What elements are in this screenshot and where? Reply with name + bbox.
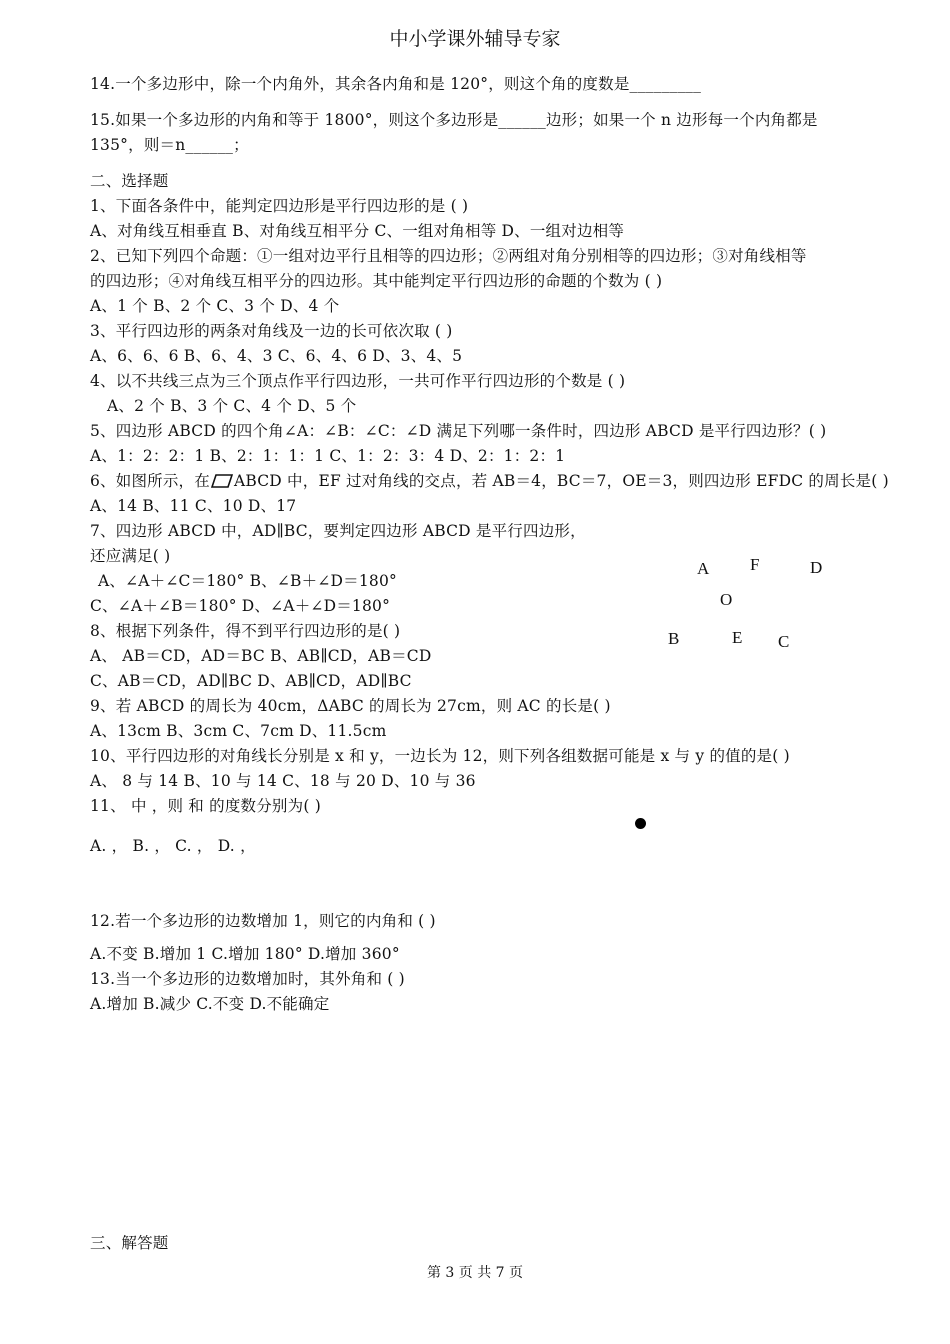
- choice-q2-options: A、1 个 B、2 个 C、3 个 D、4 个: [90, 297, 340, 315]
- choice-q5-options: A、1：2：2：1 B、2：1：1：1 C、1：2：3：4 D、2：1：2：1: [90, 447, 566, 465]
- question-15-line1: 15.如果一个多边形的内角和等于 1800°，则这个多边形是______边形；如果一个 n 边形每一个内角都是: [90, 111, 818, 129]
- choice-q11: 11、 中 ，则 和 的度数分别为( ): [90, 797, 321, 815]
- section-2-title: 二、选择题: [90, 172, 169, 190]
- choice-q2-line2: 的四边形；④对角线互相平分的四边形。其中能判定平行四边形的命题的个数为 ( ): [90, 272, 663, 290]
- choice-q6: [90, 471, 889, 493]
- figure-label-d: D: [810, 558, 823, 577]
- choice-q1: 1、下面各条件中，能判定四边形是平行四边形的是 ( ): [90, 197, 469, 215]
- choice-q7-options-cd: C、∠A＋∠B＝180° D、∠A＋∠D＝180°: [90, 597, 391, 615]
- choice-q5: 5、四边形 ABCD 的四个角∠A：∠B：∠C：∠D 满足下列哪一条件时，四边形 ABCD 是平行四边形？( ): [90, 422, 827, 440]
- choice-q9-options: A、13cm B、3cm C、7cm D、11.5cm: [90, 722, 387, 740]
- choice-q7-options-ab: A、∠A＋∠C＝180° B、∠B＋∠D＝180°: [98, 572, 398, 590]
- choice-q4-options: A、2 个 B、3 个 C、4 个 D、5 个: [107, 397, 357, 415]
- choice-q12: 12.若一个多边形的边数增加 1，则它的内角和 ( ): [90, 912, 436, 930]
- figure-label-e: E: [732, 628, 743, 647]
- choice-q1-options: A、对角线互相垂直 B、对角线互相平分 C、一组对角相等 D、一组对边相等: [90, 222, 625, 240]
- parallelogram-icon: [211, 473, 233, 493]
- figure-label-c: C: [778, 632, 790, 651]
- choice-q10: 10、平行四边形的对角线长分别是 x 和 y，一边长为 12，则下列各组数据可能是 x 与 y 的值的是( ): [90, 747, 790, 765]
- choice-q9: 9、若 ABCD 的周长为 40cm，ΔABC 的周长为 27cm，则 AC 的长是( ): [90, 697, 611, 715]
- choice-q12-options: A.不变 B.增加 1 C.增加 180° D.增加 360°: [90, 945, 400, 963]
- choice-q3-options: A、6、6、6 B、6、4、3 C、6、4、6 D、3、4、5: [90, 347, 463, 365]
- choice-q13: 13.当一个多边形的边数增加时，其外角和 ( ): [90, 970, 405, 988]
- choice-q13-options: A.增加 B.减少 C.不变 D.不能确定: [90, 995, 330, 1013]
- choice-q4: 4、以不共线三点为三个顶点作平行四边形，一共可作平行四边形的个数是 ( ): [90, 372, 626, 390]
- choice-q7-line1: 7、四边形 ABCD 中，AD∥BC，要判定四边形 ABCD 是平行四边形，: [90, 522, 586, 540]
- choice-q7-line2: 还应满足( ): [90, 547, 171, 565]
- figure-label-a: A: [697, 559, 710, 578]
- choice-q8-options-cd: C、AB＝CD，AD∥BC D、AB∥CD，AD∥BC: [90, 672, 412, 690]
- section-3-title: 三、解答题: [90, 1234, 169, 1252]
- choice-q10-options: A、 8 与 14 B、10 与 14 C、18 与 20 D、10 与 36: [90, 772, 476, 790]
- figure-label-o: O: [720, 590, 733, 609]
- choice-q2-line1: 2、已知下列四个命题：①一组对边平行且相等的四边形；②两组对角分别相等的四边形；③对角线相等: [90, 247, 807, 265]
- choice-q3: 3、平行四边形的两条对角线及一边的长可依次取 ( ): [90, 322, 453, 340]
- bullet-dot: [635, 818, 646, 829]
- question-14: 14.一个多边形中，除一个内角外，其余各内角和是 120°，则这个角的度数是_________: [90, 75, 702, 93]
- figure-label-f: F: [750, 555, 760, 574]
- page-footer: 第 3 页 共 7 页: [426, 1265, 524, 1281]
- choice-q6-prefix: 6、如图所示，在: [90, 472, 210, 490]
- choice-q8: 8、根据下列条件，得不到平行四边形的是( ): [90, 622, 401, 640]
- choice-q8-options-ab: A、 AB＝CD，AD＝BC B、AB∥CD，AB＝CD: [90, 647, 432, 665]
- choice-q11-options: A. ， B. ， C. ， D. ，: [90, 837, 256, 855]
- figure-label-b: B: [668, 629, 680, 648]
- choice-q6-suffix: ABCD 中，EF 过对角线的交点，若 AB＝4，BC＝7，OE＝3，则四边形 EFDC 的周长是( ): [233, 472, 889, 490]
- choice-q6-options: A、14 B、11 C、10 D、17: [90, 497, 297, 515]
- page-header: 中小学课外辅导专家: [389, 28, 561, 50]
- question-15-line2: 135°，则＝n______；: [90, 136, 249, 154]
